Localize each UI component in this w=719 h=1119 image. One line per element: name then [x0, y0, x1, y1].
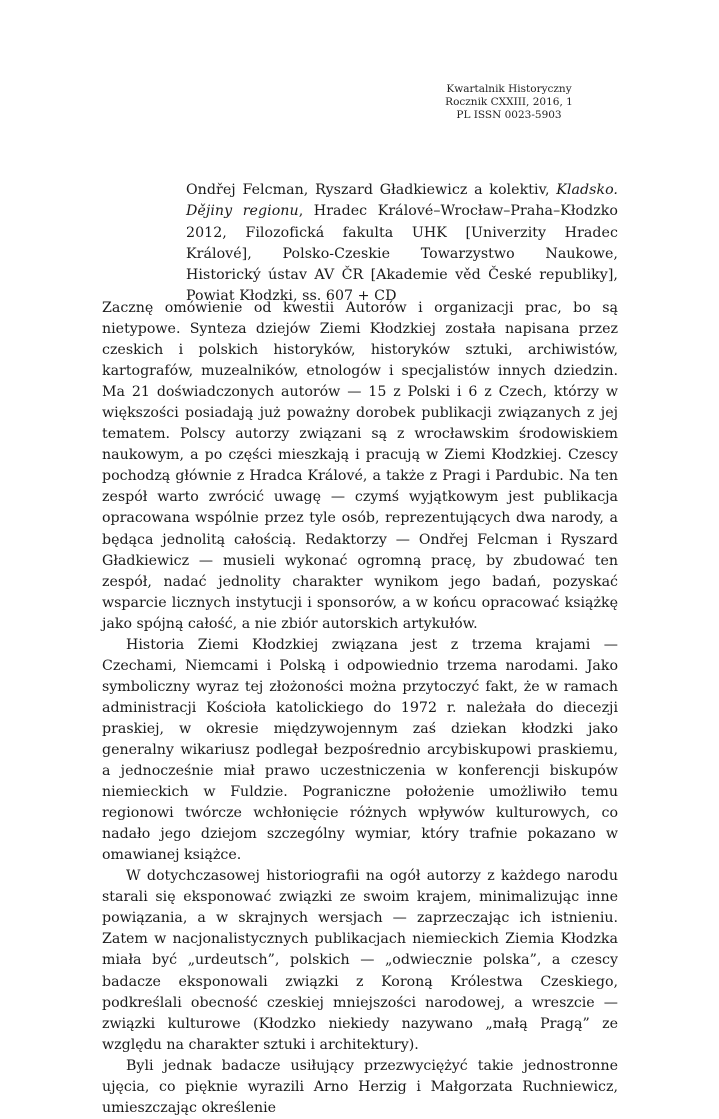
journal-title: Kwartalnik Historyczny: [446, 83, 572, 95]
paragraph-3: W dotychczasowej historiografii na ogół autorzy z każdego narodu starali się eksponować związki ze swoim krajem, minimalizując inne powiązania, a w skrajnych wersjach — zaprzeczając ich istnieniu. Zatem w nacjonalistycznych publikacjach niemieckich Ziemia Kłodzka miała być „urdeutsch”, polskich — „odwiecznie polska”, a czescy badacze eksponowali związki z Koroną Królestwa Czeskiego, podkreślali obecność czeskiej mniejszości narodowej, a wreszcie — związki kulturowe (Kłodzko niekiedy nazywano „małą Pragą” ze względu na charakter sztuki i architektury).: [102, 868, 618, 1053]
review-body: [102, 298, 618, 1119]
paragraph-1: Zacznę omówienie od kwestii Autorów i organizacji prac, bo są nietypowe. Synteza dziejów Ziemi Kłodzkiej została napisana przez czeskich i polskich historyków, historyków sztuki, archiwistów, kartografów, muzealników, etnologów i specjalistów innych dziedzin. Ma 21 doświadczonych autorów — 15 z Polski i 6 z Czech, którzy w większości posiadają już poważny dorobek publikacji związanych z jej tematem. Polscy autorzy związani są z wrocławskim środowiskiem naukowym, a po części mieszkają i pracują w Ziemi Kłodzkiej. Czescy pochodzą głównie z Hradca Králové, a także z Pragi i Pardubic. Na ten zespół warto zwrócić uwagę — czymś wyjątkowym jest publikacja opracowana wspólnie przez tyle osób, reprezentujących dwa narody, a będąca jednolitą całością. Redaktorzy — Ondřej Felcman i Ryszard Gładkiewicz — musieli wykonać ogromną pracę, by zbudować ten zespół, nadać jednolity charakter wynikom jego badań, pozyskać wsparcie licznych instytucji i sponsorów, a w końcu opracować książkę jako spójną całość, a nie zbiór autorskich artykułów.: [102, 300, 618, 632]
paragraph-2: Historia Ziemi Kłodzkiej związana jest z trzema krajami — Czechami, Niemcami i Polską i odpowiednio trzema narodami. Jako symboliczny wyraz tej złożoności można przytoczyć fakt, że w ramach administracji Kościoła katolickiego do 1972 r. należała do diecezji praskiej, w okresie międzywojennym zaś dziekan kłodzki jako generalny wikariusz podlegał bezpośrednio arcybiskupowi praskiemu, a jednocześnie miał prawo uczestniczenia w konferencji biskupów niemieckich w Fuldzie. Pograniczne położenie umożliwiło temu regionowi twórcze wchłonięcie różnych wpływów kulturowych, co nadało jego dziejom szczególny wymiar, który trafnie pokazano w omawianej książce.: [102, 636, 618, 864]
paragraph-4: Byli jednak badacze usiłujący przezwyciężyć takie jednostronne ujęcia, co pięknie wyrazili Arno Herzig i Małgorzata Ruchniewicz, umieszczając określenie: [102, 1057, 618, 1116]
citation-book-title: Kladsko. Dějiny regionu: [186, 182, 618, 220]
review-citation: [186, 180, 618, 308]
journal-volume: Rocznik CXXIII, 2016, 1: [445, 96, 573, 108]
citation-authors: Ondřej Felcman, Ryszard Gładkiewicz a kolektiv,: [186, 182, 557, 198]
journal-issn: PL ISSN 0023-5903: [456, 109, 562, 121]
citation-details: , Hradec Králové–Wrocław–Praha–Kłodzko 2012, Filozofická fakulta UHK [Univerzity Hradec Králové], Polsko-Czeskie Towarzystwo Naukowe, Historický ústav AV ČR [Akademie věd České republiky], Powiat Kłodzki, ss. 607 + CD: [186, 203, 618, 305]
journal-header: [389, 83, 629, 122]
